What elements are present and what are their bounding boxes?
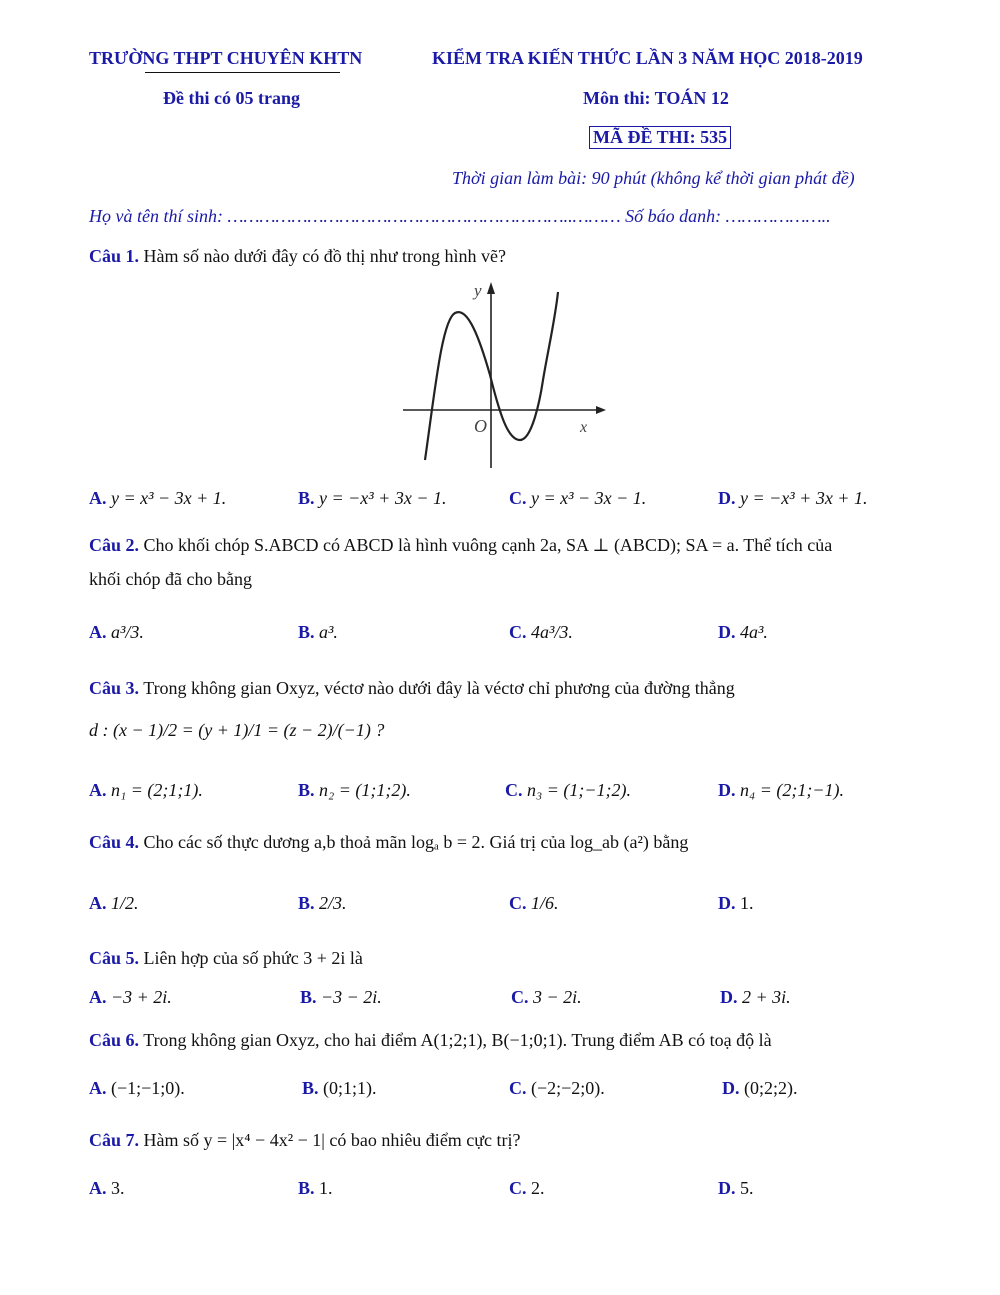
option-text: 2 + 3i. — [742, 987, 791, 1007]
header-underline — [145, 72, 340, 73]
q2-option-b[interactable] — [298, 622, 338, 643]
q2-option-c[interactable] — [509, 622, 573, 643]
option-label: D. — [718, 780, 736, 800]
option-text: 2/3. — [319, 893, 347, 913]
q1-option-b[interactable] — [298, 488, 446, 509]
option-text: 1. — [319, 1178, 333, 1198]
y-axis-label: y — [474, 281, 482, 300]
option-text: y = −x³ + 3x − 1. — [319, 488, 447, 508]
question-text: Trong không gian Oxyz, véctơ nào dưới đây là véctơ chỉ phương của đường thẳng — [143, 678, 735, 698]
option-text: n₄ = (2;1;−1). — [740, 780, 845, 800]
option-text: a³. — [319, 622, 338, 642]
option-text: (−1;−1;0). — [111, 1078, 185, 1098]
option-text: 5. — [740, 1178, 754, 1198]
question-label: Câu 5. — [89, 948, 140, 968]
exam-title: KIỂM TRA KIẾN THỨC LẦN 3 NĂM HỌC 2018-2019 — [432, 48, 863, 68]
q4-option-d[interactable] — [718, 893, 754, 914]
option-text: −3 − 2i. — [321, 987, 382, 1007]
q5-option-d[interactable] — [720, 987, 791, 1008]
option-label: C. — [509, 622, 527, 642]
school-name: TRƯỜNG THPT CHUYÊN KHTN — [89, 48, 363, 68]
question-1 — [89, 246, 506, 267]
option-label: B. — [298, 622, 315, 642]
q1-option-c[interactable] — [509, 488, 646, 509]
q3-option-c[interactable] — [505, 780, 631, 801]
question-label: Câu 6. — [89, 1030, 140, 1050]
q2-option-d[interactable] — [718, 622, 768, 643]
q6-option-a[interactable] — [89, 1078, 185, 1099]
option-label: D. — [718, 622, 736, 642]
x-axis-arrow — [596, 406, 606, 414]
question-text: Liên hợp của số phức 3 + 2i là — [143, 948, 363, 968]
option-text: y = x³ − 3x − 1. — [531, 488, 647, 508]
option-text: n₁ = (2;1;1). — [111, 780, 203, 800]
question-label: Câu 7. — [89, 1130, 140, 1150]
question-6 — [89, 1030, 772, 1051]
q7-option-c[interactable] — [509, 1178, 545, 1199]
option-text: 1/6. — [531, 893, 559, 913]
origin-label: O — [474, 416, 487, 436]
option-label: A. — [89, 987, 107, 1007]
q4-option-b[interactable] — [298, 893, 347, 914]
option-label: C. — [509, 893, 527, 913]
q3-option-b[interactable] — [298, 780, 411, 801]
student-line: Họ và tên thí sinh: ………………………………………………………..……… Số báo danh: ……………….. — [89, 206, 831, 226]
option-label: D. — [718, 488, 736, 508]
option-text: 4a³/3. — [531, 622, 573, 642]
option-label: A. — [89, 780, 107, 800]
q3-option-d[interactable] — [718, 780, 844, 801]
option-label: D. — [718, 1178, 736, 1198]
option-label: B. — [298, 1178, 315, 1198]
option-text: n₂ = (1;1;2). — [319, 780, 411, 800]
question-text: Cho các số thực dương a,b thoả mãn logₐ b = 2. Giá trị của log_ab (a²) bằng — [143, 832, 689, 852]
question-text: Hàm số y = |x⁴ − 4x² − 1| có bao nhiêu điểm cực trị? — [143, 1130, 521, 1150]
option-label: B. — [300, 987, 317, 1007]
option-text: (0;1;1). — [323, 1078, 377, 1098]
cubic-graph — [400, 280, 610, 472]
option-label: A. — [89, 1078, 107, 1098]
q4-option-a[interactable] — [89, 893, 139, 914]
option-text: 3 − 2i. — [533, 987, 582, 1007]
option-label: C. — [505, 780, 523, 800]
option-label: C. — [509, 1178, 527, 1198]
q7-option-b[interactable] — [298, 1178, 333, 1199]
question-text: Hàm số nào dưới đây có đồ thị như trong hình vẽ? — [143, 246, 506, 266]
option-label: C. — [511, 987, 529, 1007]
q6-option-d[interactable] — [722, 1078, 798, 1099]
option-label: C. — [509, 488, 527, 508]
question-4 — [89, 832, 688, 853]
question-label: Câu 4. — [89, 832, 140, 852]
question-text: Trong không gian Oxyz, cho hai điểm A(1;2;1), B(−1;0;1). Trung điểm AB có toạ độ là — [143, 1030, 772, 1050]
q2-option-a[interactable] — [89, 622, 144, 643]
option-text: (−2;−2;0). — [531, 1078, 605, 1098]
subject: Môn thi: TOÁN 12 — [583, 88, 729, 108]
q6-option-c[interactable] — [509, 1078, 605, 1099]
line-equation: d : (x − 1)/2 = (y + 1)/1 = (z − 2)/(−1) ? — [89, 720, 385, 740]
option-text: 2. — [531, 1178, 545, 1198]
question-3 — [89, 678, 735, 699]
q6-option-b[interactable] — [302, 1078, 377, 1099]
option-text: n₃ = (1;−1;2). — [527, 780, 632, 800]
option-label: B. — [298, 488, 315, 508]
q1-option-d[interactable] — [718, 488, 867, 509]
x-axis-label: x — [580, 419, 588, 436]
option-text: 1. — [740, 893, 754, 913]
q3-option-a[interactable] — [89, 780, 203, 801]
y-axis-arrow — [487, 282, 495, 294]
option-label: A. — [89, 622, 107, 642]
question-5 — [89, 948, 363, 969]
option-label: A. — [89, 893, 107, 913]
q5-option-a[interactable] — [89, 987, 172, 1008]
question-label: Câu 3. — [89, 678, 140, 698]
option-text: a³/3. — [111, 622, 144, 642]
option-label: B. — [298, 893, 315, 913]
option-label: B. — [302, 1078, 319, 1098]
question-2-cont: khối chóp đã cho bằng — [89, 569, 252, 589]
pages-note: Đề thi có 05 trang — [163, 88, 300, 108]
time-note: Thời gian làm bài: 90 phút (không kể thời gian phát đề) — [452, 168, 855, 188]
q5-option-c[interactable] — [511, 987, 582, 1008]
option-text: 4a³. — [740, 622, 768, 642]
option-label: A. — [89, 488, 107, 508]
option-text: y = x³ − 3x + 1. — [111, 488, 227, 508]
option-label: D. — [722, 1078, 740, 1098]
question-2 — [89, 535, 832, 556]
option-text: 3. — [111, 1178, 125, 1198]
question-label: Câu 1. — [89, 246, 140, 266]
q1-option-a[interactable] — [89, 488, 226, 509]
question-label: Câu 2. — [89, 535, 140, 555]
q5-option-b[interactable] — [300, 987, 382, 1008]
option-label: A. — [89, 1178, 107, 1198]
q7-option-d[interactable] — [718, 1178, 754, 1199]
question-7 — [89, 1130, 521, 1151]
option-label: B. — [298, 780, 315, 800]
option-text: y = −x³ + 3x + 1. — [740, 488, 868, 508]
q7-option-a[interactable] — [89, 1178, 125, 1199]
option-label: D. — [718, 893, 736, 913]
option-text: −3 + 2i. — [111, 987, 172, 1007]
exam-code: MÃ ĐỀ THI: 535 — [589, 126, 731, 149]
option-label: C. — [509, 1078, 527, 1098]
option-text: (0;2;2). — [744, 1078, 798, 1098]
option-text: 1/2. — [111, 893, 139, 913]
q4-option-c[interactable] — [509, 893, 559, 914]
option-label: D. — [720, 987, 738, 1007]
question-text: Cho khối chóp S.ABCD có ABCD là hình vuông cạnh 2a, SA ⊥ (ABCD); SA = a. Thể tích của — [143, 535, 833, 555]
